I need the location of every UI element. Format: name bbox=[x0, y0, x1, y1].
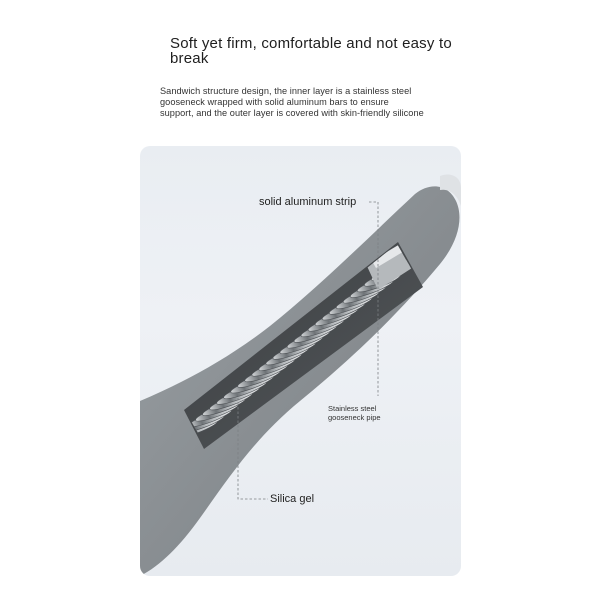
description bbox=[160, 86, 460, 119]
silicone-sleeve bbox=[140, 186, 459, 576]
gooseneck-cutaway-illustration bbox=[140, 146, 461, 576]
steel-coil bbox=[173, 243, 423, 441]
callout-aluminum-strip: solid aluminum strip bbox=[259, 196, 357, 208]
callout-steel-line-2: gooseneck pipe bbox=[328, 413, 381, 422]
product-image-panel bbox=[140, 146, 461, 576]
description-line-2: gooseneck wrapped with solid aluminum bars to ensure bbox=[160, 97, 389, 107]
callout-steel-line-1: Stainless steel bbox=[328, 404, 377, 413]
description-line-1: Sandwich structure design, the inner layer is a stainless steel bbox=[160, 86, 412, 96]
callout-steel-pipe bbox=[328, 404, 381, 422]
headline bbox=[170, 36, 460, 66]
callout-silica-gel: Silica gel bbox=[270, 493, 315, 505]
description-line-3: support, and the outer layer is covered with skin-friendly silicone bbox=[160, 108, 424, 118]
headline-line-2: break bbox=[170, 50, 209, 67]
headline-line-1: Soft yet firm, comfortable and not easy to bbox=[170, 35, 452, 52]
